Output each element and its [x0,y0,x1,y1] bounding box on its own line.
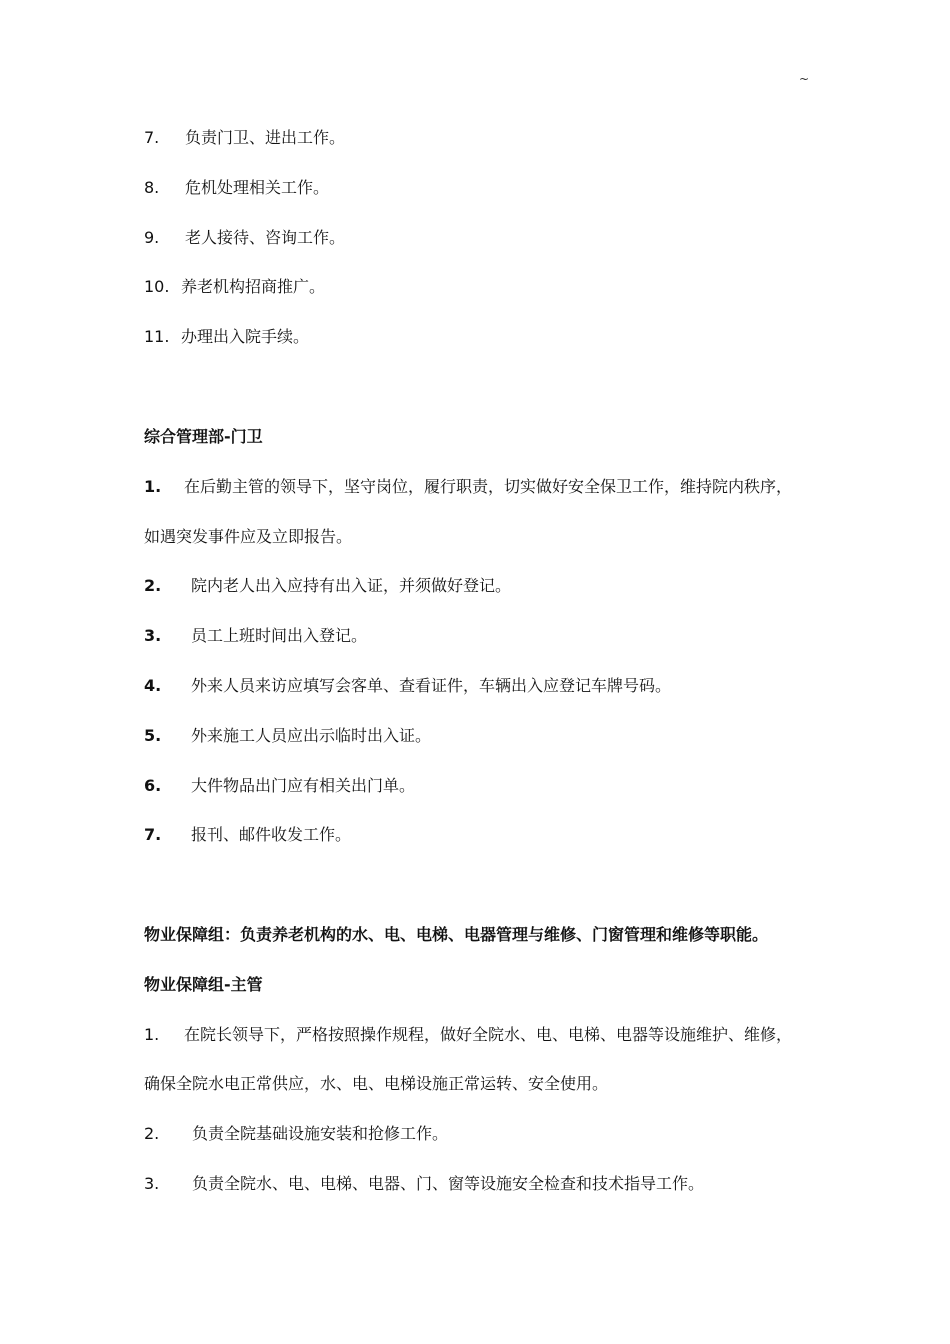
list-item [144,1124,448,1144]
list-item [144,576,511,596]
section-heading-gate: 综合管理部-门卫 [144,427,263,446]
list-item [144,1174,704,1194]
list-item-continuation: 确保全院水电正常供应，水、电、电梯设施正常运转、安全使用。 [144,1074,609,1093]
item-number: 1. [144,1025,160,1044]
list-item-continuation: 如遇突发事件应及立即报告。 [144,527,353,546]
list-item [144,726,431,746]
list-item [144,676,671,696]
list-item [144,1025,792,1045]
item-text: 危机处理相关工作。 [185,178,330,197]
item-text: 在后勤主管的领导下，坚守岗位，履行职责，切实做好安全保卫工作，维持院内秩序， [184,477,793,496]
item-text: 员工上班时间出入登记。 [191,626,368,645]
page-mark: ~ [799,72,810,86]
item-text: 外来施工人员应出示临时出入证。 [191,726,432,745]
list-item [144,178,329,198]
item-number: 9. [144,228,160,247]
list-item [144,776,415,796]
item-number: 11. [144,327,170,346]
section-heading-property: 物业保障组-主管 [144,975,263,994]
list-item [144,825,351,845]
item-number: 10. [144,277,170,296]
item-number: 1. [144,477,162,496]
item-number: 3. [144,1174,160,1193]
list-item [144,477,792,497]
item-number: 4. [144,676,162,695]
list-item [144,128,345,148]
list-item [144,277,325,297]
list-item [144,626,367,646]
item-number: 6. [144,776,162,795]
item-number: 7. [144,128,160,147]
item-text: 在院长领导下，严格按照操作规程，做好全院水、电、电梯、电器等设施维护、维修， [184,1025,793,1044]
item-text: 老人接待、咨询工作。 [185,228,346,247]
item-number: 5. [144,726,162,745]
item-text: 报刊、邮件收发工作。 [191,825,352,844]
item-text: 负责门卫、进出工作。 [185,128,346,147]
item-text: 养老机构招商推广。 [181,277,326,296]
item-text: 院内老人出入应持有出入证，并须做好登记。 [191,576,512,595]
list-item [144,327,309,347]
item-number: 7. [144,825,162,844]
item-text: 负责全院水、电、电梯、电器、门、窗等设施安全检查和技术指导工作。 [192,1174,705,1193]
section-intro-property: 物业保障组：负责养老机构的水、电、电梯、电器管理与维修、门窗管理和维修等职能。 [144,925,769,944]
list-item [144,228,345,248]
item-number: 2. [144,576,162,595]
item-number: 3. [144,626,162,645]
item-text: 办理出入院手续。 [181,327,310,346]
item-number: 8. [144,178,160,197]
item-text: 大件物品出门应有相关出门单。 [191,776,416,795]
item-text: 负责全院基础设施安装和抢修工作。 [192,1124,449,1143]
item-number: 2. [144,1124,160,1143]
item-text: 外来人员来访应填写会客单、查看证件，车辆出入应登记车牌号码。 [191,676,672,695]
